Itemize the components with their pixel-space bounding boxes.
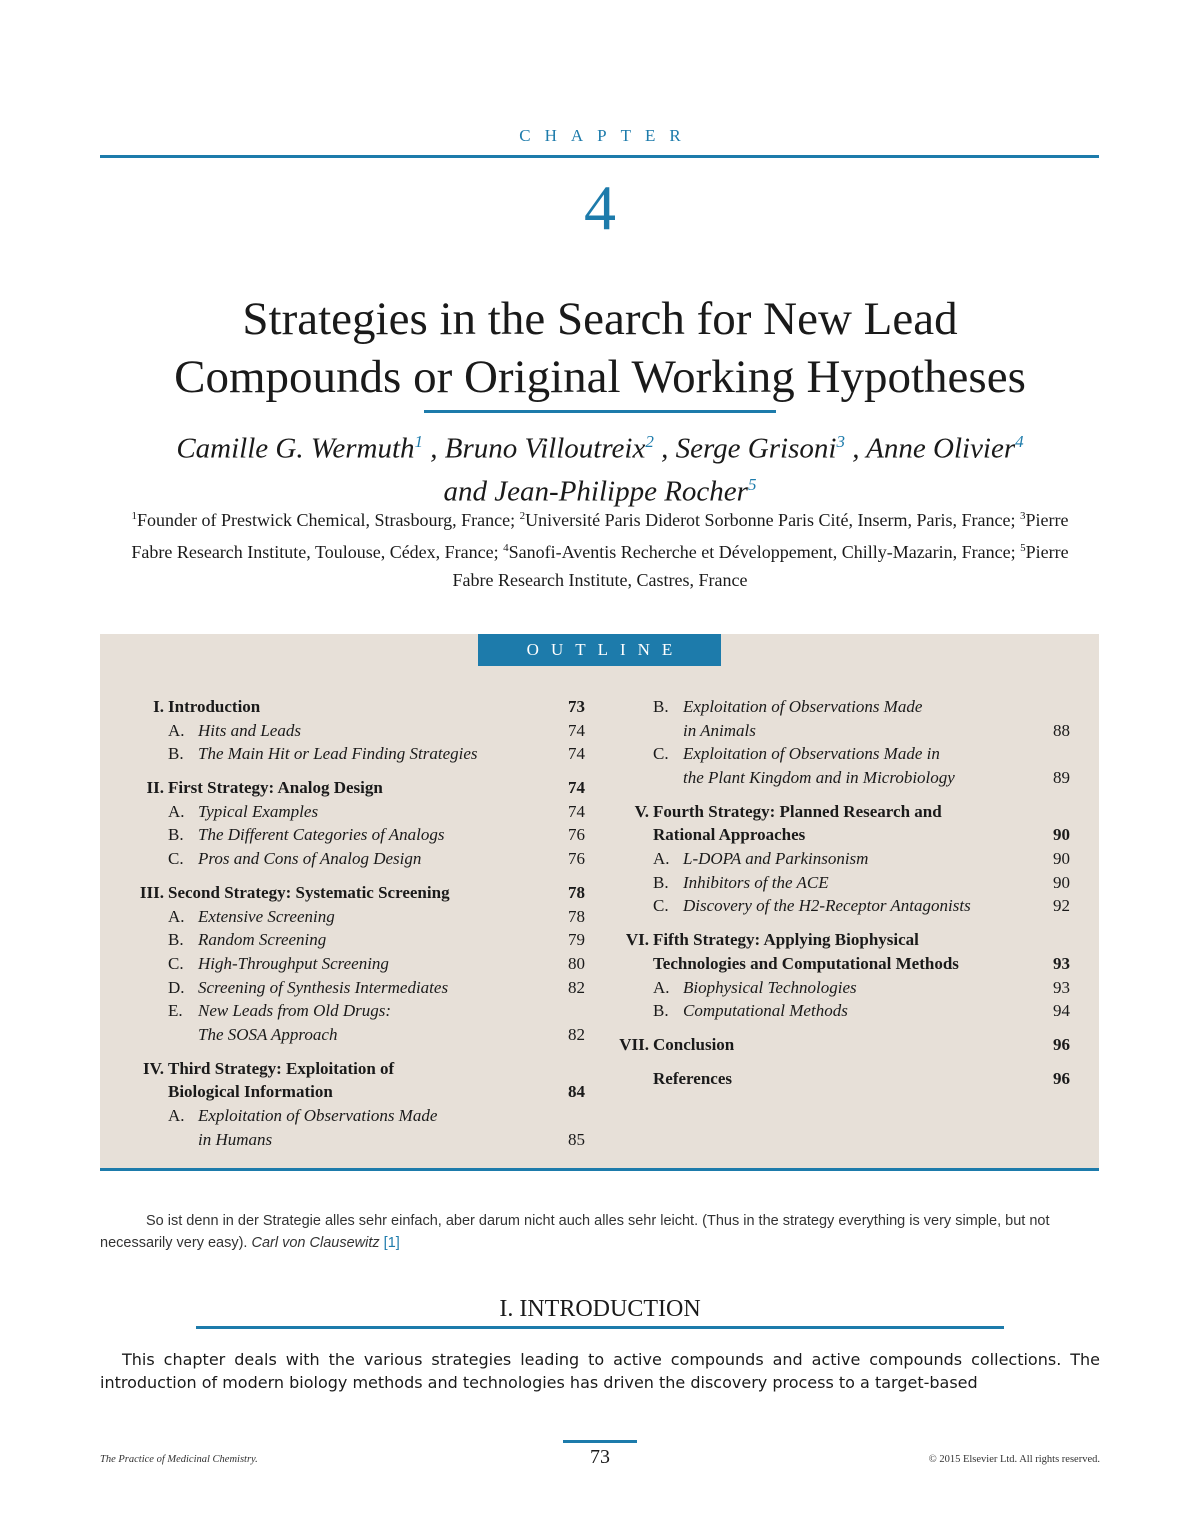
outline-entry-line: Inhibitors of the ACE (683, 872, 829, 892)
outline-entry-number: A. (168, 906, 185, 926)
outline-entry-title (168, 776, 538, 800)
outline-entry[interactable] (615, 894, 1075, 918)
outline-entry-title (683, 999, 1013, 1023)
outline-entry-line: Pros and Cons of Analog Design (198, 849, 422, 869)
outline-entry-page: 82 (568, 1024, 585, 1044)
outline-entry-number: A. (653, 977, 670, 997)
outline-entry-number: B. (653, 697, 669, 716)
body-paragraph (100, 1348, 1100, 1394)
outline-entry-line: Fourth Strategy: Planned Research and (653, 801, 942, 821)
outline-entry-line: Hits and Leads (198, 720, 301, 740)
outline-entry-number: B. (168, 930, 184, 950)
outline-entry-title (198, 952, 528, 976)
author-mark[interactable]: 5 (747, 474, 757, 494)
outline-entry-line: Computational Methods (683, 1001, 848, 1021)
outline-entry-line: Random Screening (198, 930, 327, 950)
outline-entry[interactable] (615, 976, 1075, 1000)
outline-entry-title (653, 800, 1023, 847)
author-conjunction: and (443, 475, 488, 508)
epigraph-author: Carl von Clausewitz (251, 1235, 380, 1251)
outline-entry-line: References (653, 1069, 732, 1089)
outline-entry-line: Conclusion (653, 1035, 735, 1055)
outline-entry-line: Exploitation of Observations Made in (683, 744, 940, 764)
outline-entry-number: V. (634, 801, 649, 821)
chapter-number: 4 (584, 172, 616, 243)
outline-entry-page: 76 (568, 849, 585, 869)
outline-entry-line: High-Throughput Screening (198, 953, 389, 973)
outline-entry-page: 74 (568, 778, 585, 798)
outline-entry-page: 93 (1053, 977, 1070, 997)
outline-entry-page: 74 (568, 744, 585, 764)
outline-entry-line: Screening of Synthesis Intermediates (198, 977, 449, 997)
affil-mark: 2 (519, 510, 526, 522)
outline-entry-page: 89 (1053, 767, 1070, 787)
outline-entry-number: A. (653, 849, 670, 869)
outline-entry-page: 96 (1053, 1035, 1070, 1055)
outline-entry-title (198, 719, 528, 743)
outline-entry-number: C. (168, 849, 184, 869)
outline-entry-line: Third Strategy: Exploitation of (168, 1058, 395, 1078)
outline-entry-line: The Main Hit or Lead Finding Strategies (198, 744, 478, 764)
outline-entry-line: Introduction (168, 697, 261, 716)
outline-entry-number: A. (168, 1106, 185, 1125)
outline-entry-title (168, 695, 538, 719)
outline-entry[interactable] (615, 871, 1075, 895)
outline-entry-number (615, 1067, 649, 1091)
outline-entry-number: B. (653, 872, 669, 892)
outline-entry[interactable] (615, 800, 1075, 847)
outline-entry-line: The SOSA Approach (198, 1024, 338, 1044)
outline-entry-line: First Strategy: Analog Design (168, 778, 383, 798)
author-name: Anne Olivier (866, 432, 1016, 465)
outline-entry[interactable] (615, 928, 1075, 975)
outline-entry-line: New Leads from Old Drugs: (198, 1001, 391, 1021)
outline-entry-title (198, 999, 528, 1046)
outline-entry-line: Typical Examples (198, 801, 319, 821)
author-name: Camille G. Wermuth (176, 432, 415, 465)
outline-entry-number: A. (168, 801, 185, 821)
outline-entry-title (653, 1033, 1023, 1057)
outline-entry-title (198, 800, 528, 824)
outline-entry-line: Discovery of the H2-Receptor Antagonists (683, 896, 971, 916)
outline-entry-page: 92 (1053, 896, 1070, 916)
outline-entry[interactable] (615, 847, 1075, 871)
outline-entry[interactable] (615, 695, 1075, 742)
outline-entry-title (198, 742, 528, 766)
author-mark[interactable]: 3 (836, 432, 845, 451)
outline-entry-number: III. (139, 883, 164, 903)
outline-entry[interactable] (130, 976, 590, 1000)
outline-entry-number: A. (168, 720, 185, 740)
outline-entry-page: 94 (1053, 1001, 1070, 1021)
outline-entry[interactable] (130, 999, 590, 1046)
affiliation: Pierre Fabre Research Institute, Toulouse, Cédex, France; (131, 510, 1069, 562)
outline-entry-page: 85 (568, 1129, 585, 1149)
outline-entry-number: IV. (143, 1058, 164, 1078)
outline-entry-line: Biophysical Technologies (683, 977, 857, 997)
outline-entry-number: VII. (619, 1035, 649, 1055)
page-number: 73 (590, 1446, 610, 1468)
section-rule (196, 1326, 1004, 1329)
outline-entry[interactable] (130, 928, 590, 952)
outline-entry[interactable] (615, 742, 1075, 789)
body-text: This chapter deals with the various strategies leading to active compounds and active compounds collections. The introduction of modern biology methods and technologies has driven the discovery process to a target-based (100, 1350, 1100, 1392)
outline-entry-line: Exploitation of Observations Made (683, 697, 923, 716)
outline-entry[interactable] (130, 905, 590, 929)
outline-entry-title (653, 928, 1023, 975)
outline-entry[interactable] (130, 847, 590, 871)
chapter-title (0, 290, 1200, 406)
outline-column-right (615, 695, 1075, 1091)
book-title: The Practice of Medicinal Chemistry. (100, 1454, 258, 1465)
affil-mark: 3 (1020, 510, 1026, 522)
outline-entry-number: B. (168, 825, 184, 845)
outline-entry-page: 79 (568, 930, 585, 950)
outline-entry[interactable] (615, 1033, 1075, 1057)
outline-entry-title (683, 894, 1013, 918)
outline-entry[interactable] (130, 776, 590, 800)
outline-entry[interactable] (130, 1104, 590, 1151)
outline-entry-line: The Different Categories of Analogs (198, 825, 445, 845)
author-name: Jean-Philippe Rocher (494, 475, 748, 508)
epigraph-text: So ist denn in der Strategie alles sehr einfach, aber darum nicht auch alles sehr leicht. (Thus in the strategy everything is very simple, but not necessarily very easy). (100, 1213, 1050, 1251)
outline-entry-line: in Humans (198, 1129, 273, 1149)
outline-entry-line: the Plant Kingdom and in Microbiology (683, 767, 955, 787)
outline-entry-title (198, 905, 528, 929)
outline-entry-title (168, 881, 538, 905)
outline-entry[interactable] (130, 1057, 590, 1104)
outline-entry-title (198, 823, 528, 847)
title-rule (424, 410, 776, 413)
outline-entry[interactable] (130, 719, 590, 743)
outline-entry-title (198, 928, 528, 952)
outline-entry-page: 78 (568, 883, 585, 903)
outline-entry-page: 90 (1053, 825, 1070, 845)
outline-entry-title (168, 1057, 538, 1104)
outline-entry-page: 90 (1053, 872, 1070, 892)
outline-entry-title (683, 742, 1013, 789)
outline-entry[interactable] (130, 800, 590, 824)
outline-entry-title (683, 871, 1013, 895)
outline-entry-line: Extensive Screening (198, 906, 335, 926)
epigraph-reference-link[interactable]: [1] (383, 1235, 400, 1251)
outline-entry[interactable] (130, 823, 590, 847)
outline-entry-number: C. (168, 953, 184, 973)
outline-entry-line: Biological Information (168, 1082, 333, 1102)
outline-entry[interactable] (130, 742, 590, 766)
outline-entry[interactable] (130, 952, 590, 976)
outline-entry-page: 84 (568, 1082, 585, 1102)
outline-entry-title (653, 1067, 1023, 1091)
outline-entry-page: 78 (568, 906, 585, 926)
copyright: © 2015 Elsevier Ltd. All rights reserved. (928, 1454, 1100, 1465)
affiliation: Sanofi-Aventis Recherche et Développement, Chilly-Mazarin, France; (508, 542, 1016, 562)
outline-entry-page: 74 (568, 801, 585, 821)
outline-entry-number: E. (168, 1001, 183, 1021)
author-mark[interactable]: 2 (645, 432, 654, 451)
outline-entry-title (683, 847, 1013, 871)
author-mark[interactable]: 1 (414, 432, 424, 451)
outline-banner: OUTLINE (478, 634, 721, 666)
outline-entry-page: 82 (568, 977, 585, 997)
outline-entry[interactable] (130, 695, 590, 719)
outline-entry-number: VI. (625, 930, 649, 950)
outline-entry-number: D. (168, 977, 185, 997)
outline-entry-title (683, 976, 1013, 1000)
author-list: Camille G. Wermuth$^1$ , Bruno Villoutreix$^2$ , Serge Grisoni$^3$ , Anne Olivier$^4$ and Jean-Philippe Rocher$^5$ (176, 432, 1024, 508)
affiliation: Founder of Prestwick Chemical, Strasbourg, France; (136, 510, 516, 530)
affil-mark: 1 (131, 510, 137, 522)
outline-entry-page: 73 (568, 697, 585, 716)
outline-entry-line: in Animals (683, 720, 756, 740)
outline-bottom-rule (100, 1168, 1099, 1171)
chapter-label: CHAPTER (519, 126, 695, 145)
title-line-1: Strategies in the Search for New Lead (242, 293, 958, 345)
outline-entry-number: II. (146, 778, 164, 798)
outline-entry-number: C. (653, 896, 669, 916)
author-name: Bruno Villoutreix (444, 432, 646, 465)
author-name: Serge Grisoni (675, 432, 837, 465)
outline-entry-number: B. (168, 744, 184, 764)
outline-entry[interactable] (615, 1067, 1075, 1091)
footer-rule (563, 1440, 637, 1443)
affil-mark: 5 (1020, 542, 1026, 554)
outline-entry-line: Technologies and Computational Methods (653, 953, 959, 973)
outline-entry-line: Fifth Strategy: Applying Biophysical (653, 930, 919, 950)
epigraph (100, 1210, 1080, 1254)
outline-entry-page: 74 (568, 720, 585, 740)
outline-entry-title (198, 847, 528, 871)
title-line-2: Compounds or Original Working Hypotheses (174, 351, 1026, 403)
outline-entry-page: 88 (1053, 720, 1070, 740)
outline-column-left (130, 695, 590, 1151)
outline-entry-title (198, 1104, 528, 1151)
affiliation: Pierre Fabre Research Institute, Castres, France (452, 542, 1069, 590)
affil-mark: 4 (503, 542, 509, 554)
outline-entry-page: 80 (568, 953, 585, 973)
outline-entry-number: B. (653, 1001, 669, 1021)
outline-entry[interactable] (130, 881, 590, 905)
outline-entry-page: 96 (1053, 1069, 1070, 1089)
affiliations (110, 502, 1090, 594)
outline-entry-line: Exploitation of Observations Made (198, 1106, 438, 1125)
outline-entry-line: L-DOPA and Parkinsonism (683, 849, 869, 869)
outline-entry-title (683, 695, 1013, 742)
affiliation: Université Paris Diderot Sorbonne Paris Cité, Inserm, Paris, France; (525, 510, 1016, 530)
outline-entry-line: Second Strategy: Systematic Screening (168, 883, 450, 903)
outline-entry-title (198, 976, 528, 1000)
outline-entry-page: 76 (568, 825, 585, 845)
chapter-rule (100, 155, 1099, 158)
outline-entry-page: 90 (1053, 849, 1070, 869)
author-mark[interactable]: 4 (1015, 432, 1024, 451)
outline-entry[interactable] (615, 999, 1075, 1023)
outline-entry-number: I. (153, 697, 164, 716)
section-heading: I. INTRODUCTION (499, 1296, 701, 1322)
outline-entry-line: Rational Approaches (653, 825, 806, 845)
outline-entry-page: 93 (1053, 953, 1070, 973)
outline-entry-number: C. (653, 744, 669, 764)
